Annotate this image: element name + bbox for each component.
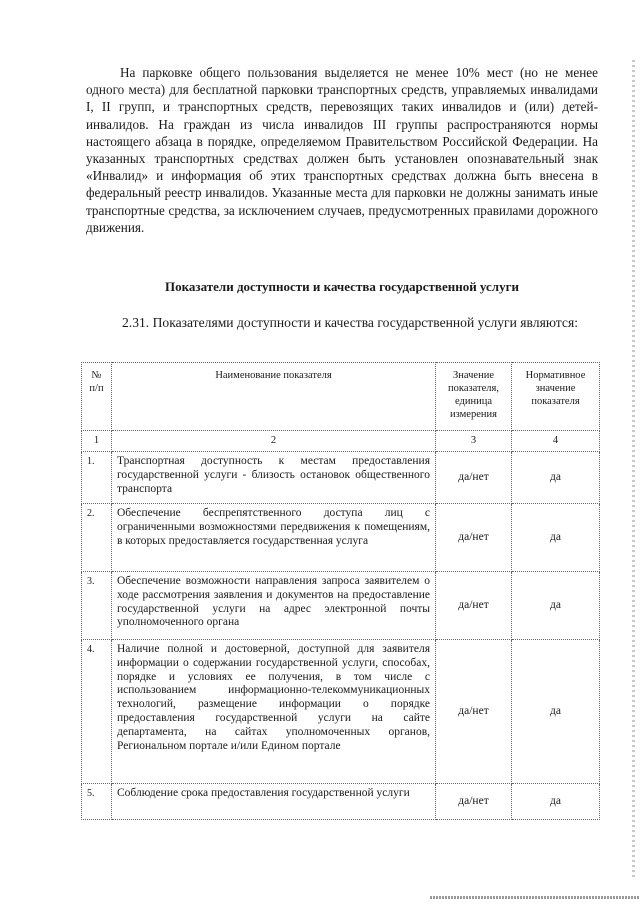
table-row (82, 504, 600, 572)
header-num: № п/п (82, 363, 112, 431)
indicators-table (81, 362, 600, 820)
row-num: 1. (82, 452, 112, 504)
row-num: 3. (82, 572, 112, 640)
row-norm: да (512, 784, 600, 820)
parking-paragraph (86, 64, 598, 236)
col-number-4: 4 (512, 431, 600, 452)
row-num: 5. (82, 784, 112, 820)
section-title: Показатели доступности и качества государственной услуги (164, 279, 519, 294)
table-row (82, 452, 600, 504)
row-unit: да/нет (436, 572, 512, 640)
intro-text: 2.31. Показателями доступности и качества государственной услуги являются: (122, 315, 578, 330)
row-name: Наличие полной и достоверной, доступной для заявителя информации о содержании государственной услуги, способах, порядке и условиях ее получения, в том числе с использованием информационно-телекоммуникационных технологий, размещение информации о порядке предоставления государственной услуги на сайте департамента, на сайтах уполномоченных органов, Региональном портале и/или Едином портале (112, 640, 436, 784)
column-number-row (82, 431, 600, 452)
row-norm: да (512, 640, 600, 784)
row-name: Транспортная доступность к местам предоставления государственной услуги - близость остановок общественного транспорта (112, 452, 436, 504)
row-unit: да/нет (436, 784, 512, 820)
col-number-1: 1 (82, 431, 112, 452)
row-unit: да/нет (436, 640, 512, 784)
row-num: 2. (82, 504, 112, 572)
table-row (82, 784, 600, 820)
row-norm: да (512, 572, 600, 640)
row-norm: да (512, 504, 600, 572)
table-row (82, 572, 600, 640)
row-name: Соблюдение срока предоставления государственной услуги (112, 784, 436, 820)
row-num: 4. (82, 640, 112, 784)
scan-edge-artifact (632, 60, 635, 880)
table-row (82, 640, 600, 784)
row-norm: да (512, 452, 600, 504)
col-number-2: 2 (112, 431, 436, 452)
header-name: Наименование показателя (112, 363, 436, 431)
intro-paragraph (86, 314, 598, 332)
col-number-3: 3 (436, 431, 512, 452)
row-name: Обеспечение беспрепятственного доступа лиц с ограниченными возможностями передвижения к помещениям, в которых предоставляется государственная услуга (112, 504, 436, 572)
bottom-scan-rule (430, 896, 640, 899)
header-norm: Нормативное значение показателя (512, 363, 600, 431)
table-header-row (82, 363, 600, 431)
parking-paragraph-text: На парковке общего пользования выделяется не менее 10% мест (но не менее одного места) для бесплатной парковки транспортных средств, управляемых инвалидами I, II групп, и транспортных средств, перевозящих таких инвалидов и (или) детей-инвалидов. На граждан из числа инвалидов III группы распространяются нормы настоящего абзаца в порядке, определяемом Правительством Российской Федерации. На указанных транспортных средствах должен быть установлен опознавательный знак «Инвалид» и информация об этих транспортных средствах должна быть внесена в федеральный реестр инвалидов. Указанные места для парковки не должны занимать иные транспортные средства, за исключением случаев, предусмотренных правилами дорожного движения. (86, 65, 598, 235)
row-name: Обеспечение возможности направления запроса заявителем о ходе рассмотрения заявления и документов на предоставление государственной услуги на адрес электронной почты уполномоченного органа (112, 572, 436, 640)
header-unit: Значение показателя, единица измерения (436, 363, 512, 431)
row-unit: да/нет (436, 452, 512, 504)
row-unit: да/нет (436, 504, 512, 572)
